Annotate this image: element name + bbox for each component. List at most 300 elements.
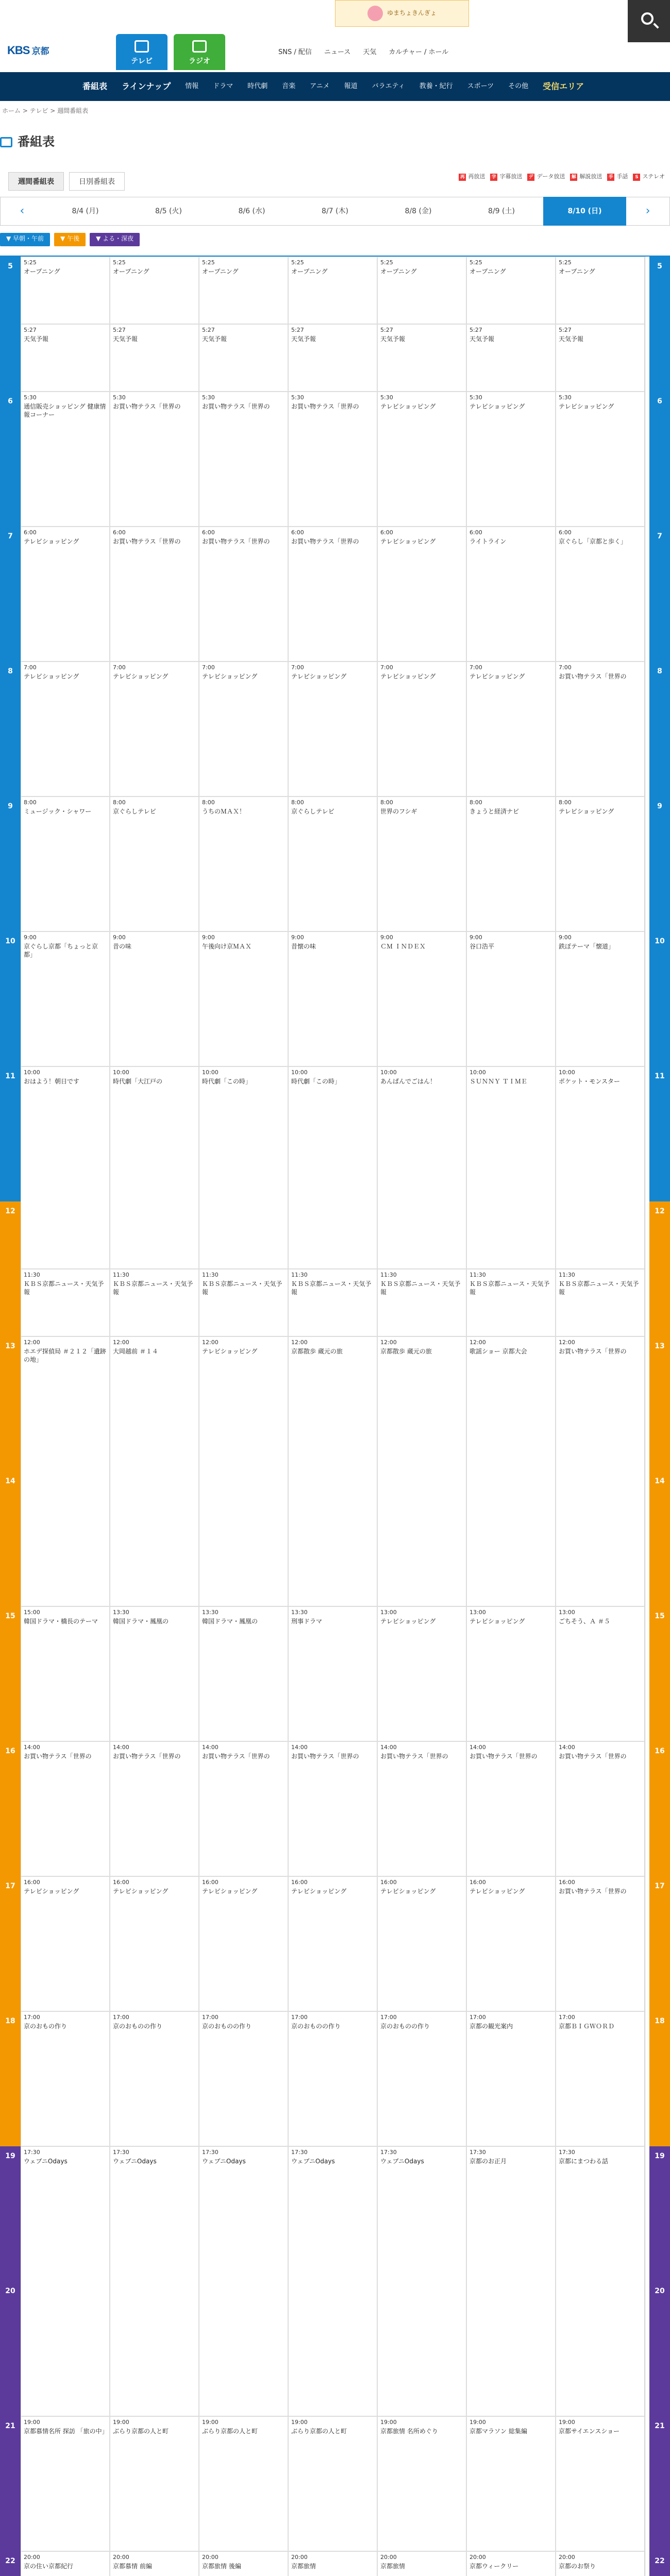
program-title: テレビショッピング [380, 1618, 436, 1625]
hour-label-right: 12 [649, 1201, 670, 1336]
program-title: 通信販売ショッピング 健康情報コーナー [24, 403, 106, 418]
program-cell[interactable] [110, 1336, 199, 1606]
program-title: オープニング [559, 268, 595, 276]
program-time: 6:00 [24, 529, 37, 536]
program-cell[interactable] [466, 1741, 556, 1876]
program-cell[interactable] [288, 527, 377, 662]
program-title: テレビショッピング [380, 403, 436, 411]
program-cell[interactable] [21, 2146, 110, 2416]
program-time: 5:25 [380, 259, 393, 266]
program-title: お買い物テラス「世界の [291, 1753, 359, 1760]
program-cell[interactable] [21, 1606, 110, 1741]
main-nav-item[interactable]: アニメ [310, 82, 330, 90]
program-cell[interactable] [466, 1066, 556, 1269]
program-title: おはよう！朝日です [24, 1078, 80, 1086]
global-nav-news[interactable]: ニュース [324, 48, 351, 56]
program-time: 14:00 [291, 1744, 308, 1751]
hour-label-left: 13 [0, 1336, 21, 1471]
program-title: 京都のお正月 [470, 2158, 507, 2165]
program-title: お買い物テラス「世界の [113, 1753, 181, 1760]
program-time: 14:00 [470, 1744, 486, 1751]
program-title: オープニング [24, 268, 60, 276]
program-cell[interactable] [110, 1269, 199, 1336]
program-time: 14:00 [113, 1744, 129, 1751]
program-cell[interactable] [377, 1876, 466, 2011]
program-cell[interactable] [466, 662, 556, 796]
banner-ad[interactable] [335, 0, 469, 27]
program-cell[interactable] [199, 1336, 288, 1606]
program-title: 京都旅情 [380, 2563, 406, 2570]
radio-icon [192, 40, 207, 53]
program-title: 京都慕情名所 探訪 「旅の中」 [24, 2428, 108, 2435]
hour-label-left: 16 [0, 1741, 21, 1876]
program-cell[interactable] [288, 1066, 377, 1269]
program-cell[interactable] [199, 257, 288, 324]
program-cell[interactable] [288, 324, 377, 392]
program-cell[interactable] [556, 324, 645, 392]
program-cell[interactable] [199, 324, 288, 392]
program-cell[interactable] [377, 1741, 466, 1876]
program-title: ホエデ探偵局 ＃２１２「遺跡の地」 [24, 1348, 106, 1363]
program-time: 7:00 [113, 664, 126, 671]
program-time: 5:27 [113, 327, 126, 333]
program-cell[interactable] [199, 392, 288, 527]
program-time: 10:00 [202, 1069, 219, 1076]
program-time: 12:00 [559, 1339, 575, 1346]
search-button[interactable] [628, 0, 670, 42]
prev-week-button[interactable]: ‹ [20, 204, 25, 217]
program-title: 京ぐらし「京都と歩く」 [559, 538, 627, 546]
program-cell[interactable] [199, 1876, 288, 2011]
next-week-button[interactable]: › [645, 204, 650, 217]
program-cell[interactable] [199, 931, 288, 1066]
program-title: 京ぐらしテレビ [113, 808, 156, 816]
program-cell[interactable] [556, 1269, 645, 1336]
program-time: 8:00 [380, 799, 393, 806]
program-time: 13:00 [380, 1609, 397, 1616]
program-title: オープニング [113, 268, 149, 276]
program-cell[interactable] [377, 257, 466, 324]
legend-item: 手 手話 [607, 173, 628, 181]
program-cell[interactable] [556, 1336, 645, 1606]
global-nav-sns[interactable]: SNS / 配信 [278, 48, 312, 56]
program-time: 11:30 [291, 1272, 308, 1278]
main-nav-item[interactable]: 音楽 [282, 82, 296, 90]
program-cell[interactable] [377, 1336, 466, 1606]
program-cell[interactable] [199, 1606, 288, 1741]
program-title: 京都散歩 蔵元の旅 [380, 1348, 432, 1355]
program-cell[interactable] [288, 1269, 377, 1336]
main-nav-item[interactable]: 情報 [185, 82, 199, 90]
program-title: 京のおものの作り [291, 2023, 341, 2030]
program-time: 12:00 [470, 1339, 486, 1346]
hour-label-right: 8 [649, 662, 670, 796]
program-cell[interactable] [466, 2551, 556, 2576]
program-title: ウェブニOdays [380, 2158, 424, 2165]
program-time: 5:25 [24, 259, 37, 266]
tab-daily[interactable]: 日別番組表 [69, 172, 125, 191]
program-cell[interactable] [556, 527, 645, 662]
hour-label-left: 6 [0, 392, 21, 527]
program-time: 5:25 [291, 259, 304, 266]
program-cell[interactable] [110, 2551, 199, 2576]
program-cell[interactable] [556, 1876, 645, 2011]
program-time: 17:30 [24, 2149, 40, 2156]
program-cell[interactable] [377, 1269, 466, 1336]
program-time: 5:25 [559, 259, 572, 266]
program-time: 7:00 [291, 664, 304, 671]
program-cell[interactable] [110, 1741, 199, 1876]
program-cell[interactable] [110, 662, 199, 796]
program-cell[interactable] [466, 2011, 556, 2146]
program-cell[interactable] [288, 662, 377, 796]
hour-label-left: 15 [0, 1606, 21, 1741]
main-nav-item[interactable]: ラインナップ [122, 81, 171, 91]
program-title: テレビショッピング [470, 673, 525, 681]
program-time: 20:00 [202, 2554, 219, 2561]
program-cell[interactable] [110, 1876, 199, 2011]
program-title: テレビショッピング [202, 1348, 258, 1355]
date-tab[interactable]: 8/4 (月) [72, 207, 99, 215]
date-tab[interactable]: 8/8 (金) [405, 207, 432, 215]
program-title: テレビショッピング [291, 673, 347, 681]
hour-label-right: 15 [649, 1606, 670, 1741]
program-title: ごちそう、Ａ ＃５ [559, 1618, 610, 1625]
program-title: ぶらり京都の人と町 [291, 2428, 347, 2435]
date-tab[interactable]: 8/5 (火) [155, 207, 182, 215]
program-time: 5:30 [559, 394, 572, 401]
program-title: 韓国ドラマ・橋長のテーマ [24, 1618, 98, 1625]
tab-tv[interactable] [116, 34, 167, 70]
program-cell[interactable] [199, 2416, 288, 2551]
program-cell[interactable] [288, 2011, 377, 2146]
program-time: 10:00 [470, 1069, 486, 1076]
hour-label-right: 21 [649, 2416, 670, 2551]
program-cell[interactable] [377, 931, 466, 1066]
program-cell[interactable] [466, 324, 556, 392]
program-cell[interactable] [556, 1606, 645, 1741]
jump-button[interactable]: ▼ 早朝・午前 [0, 233, 50, 246]
global-nav-weather[interactable]: 天気 [363, 48, 377, 56]
program-title: 昔懐の味 [291, 943, 316, 951]
program-title: 京のおものの作り [202, 2023, 252, 2030]
program-title: お買い物テラス「世界の [559, 673, 627, 681]
tab-radio[interactable] [174, 34, 225, 70]
program-time: 10:00 [113, 1069, 129, 1076]
program-time: 7:00 [380, 664, 393, 671]
program-time: 17:00 [24, 2014, 40, 2021]
date-tab[interactable]: 8/10 (日) [543, 197, 627, 226]
program-cell[interactable] [110, 1066, 199, 1269]
program-title: お買い物テラス「世界の [291, 538, 359, 546]
main-nav-item[interactable]: 番組表 [82, 81, 108, 91]
program-cell[interactable] [556, 796, 645, 931]
program-cell[interactable] [110, 796, 199, 931]
program-cell[interactable] [199, 2011, 288, 2146]
program-cell[interactable] [466, 1876, 556, 2011]
program-cell[interactable] [199, 2146, 288, 2416]
date-tab[interactable]: 8/7 (木) [322, 207, 348, 215]
main-nav-item[interactable]: その他 [508, 82, 529, 90]
main-nav-item[interactable]: スポーツ [467, 82, 494, 90]
program-title: ぶらり京都の人と町 [202, 2428, 258, 2435]
program-cell[interactable] [288, 1606, 377, 1741]
program-cell[interactable] [288, 392, 377, 527]
program-time: 14:00 [380, 1744, 397, 1751]
program-time: 11:30 [24, 1272, 40, 1278]
program-cell[interactable] [556, 2551, 645, 2576]
program-cell[interactable] [556, 392, 645, 527]
program-time: 7:00 [24, 664, 37, 671]
program-time: 5:30 [202, 394, 215, 401]
program-title: テレビショッピング [291, 1888, 347, 1895]
program-time: 7:00 [202, 664, 215, 671]
program-time: 9:00 [113, 934, 126, 941]
program-cell[interactable] [21, 662, 110, 796]
program-time: 10:00 [291, 1069, 308, 1076]
program-cell[interactable] [199, 662, 288, 796]
date-tab[interactable]: 8/9 (土) [488, 207, 515, 215]
program-title: ＫＢＳ京都ニュース・天気予報 [291, 1280, 372, 1296]
program-title: お買い物テラス「世界の [202, 1753, 270, 1760]
program-cell[interactable] [110, 324, 199, 392]
program-time: 17:30 [380, 2149, 397, 2156]
program-time: 13:00 [470, 1609, 486, 1616]
program-time: 11:30 [559, 1272, 575, 1278]
program-cell[interactable] [288, 931, 377, 1066]
date-tab[interactable]: 8/6 (水) [238, 207, 265, 215]
program-title: ＫＢＳ京都ニュース・天気予報 [380, 1280, 461, 1296]
program-cell[interactable] [377, 324, 466, 392]
hour-label-left: 21 [0, 2416, 21, 2551]
program-cell[interactable] [288, 1876, 377, 2011]
program-cell[interactable] [466, 527, 556, 662]
program-cell[interactable] [466, 1269, 556, 1336]
program-title: ライトライン [470, 538, 507, 546]
program-title: 京都にまつわる話 [559, 2158, 609, 2165]
program-cell[interactable] [466, 392, 556, 527]
program-cell[interactable] [110, 2416, 199, 2551]
program-title: テレビショッピング [380, 1888, 436, 1895]
program-cell[interactable] [21, 527, 110, 662]
program-cell[interactable] [199, 2551, 288, 2576]
program-title: 京ぐらしテレビ [291, 808, 334, 816]
program-cell[interactable] [110, 1606, 199, 1741]
program-title: ＣＭ ＩＮＤＥＸ [380, 943, 426, 951]
global-nav-culture[interactable]: カルチャー / ホール [389, 48, 449, 56]
program-title: うちのＭＡＸ！ [202, 808, 246, 816]
program-cell[interactable] [288, 2551, 377, 2576]
program-cell[interactable] [110, 257, 199, 324]
program-time: 5:30 [470, 394, 482, 401]
hour-label-right: 17 [649, 1876, 670, 2011]
program-cell[interactable] [21, 1876, 110, 2011]
main-nav-item[interactable]: バラエティ [372, 82, 405, 90]
program-cell[interactable] [466, 796, 556, 931]
program-cell[interactable] [466, 2416, 556, 2551]
program-title: お買い物テラス「世界の [470, 1753, 538, 1760]
program-time: 5:25 [113, 259, 126, 266]
program-cell[interactable] [377, 2146, 466, 2416]
program-cell[interactable] [21, 1336, 110, 1606]
main-nav-item[interactable]: 教養・紀行 [419, 82, 453, 90]
program-title: オープニング [291, 268, 328, 276]
program-cell[interactable] [110, 392, 199, 527]
program-cell[interactable] [21, 931, 110, 1066]
program-cell[interactable] [466, 1606, 556, 1741]
program-cell[interactable] [21, 2011, 110, 2146]
hour-label-left: 8 [0, 662, 21, 796]
program-cell[interactable] [288, 1336, 377, 1606]
hour-label-left: 18 [0, 2011, 21, 2146]
program-cell[interactable] [288, 1741, 377, 1876]
program-cell[interactable] [466, 2146, 556, 2416]
program-time: 6:00 [470, 529, 482, 536]
program-time: 6:00 [113, 529, 126, 536]
global-nav [278, 48, 448, 57]
site-logo[interactable] [7, 43, 49, 58]
hour-label-right: 6 [649, 392, 670, 527]
program-cell[interactable] [288, 796, 377, 931]
program-cell[interactable] [556, 257, 645, 324]
program-title: オープニング [380, 268, 417, 276]
program-cell[interactable] [21, 324, 110, 392]
program-cell[interactable] [288, 2146, 377, 2416]
program-cell[interactable] [288, 2416, 377, 2551]
program-cell[interactable] [199, 796, 288, 931]
main-nav-item[interactable]: 時代劇 [247, 82, 268, 90]
program-cell[interactable] [110, 2146, 199, 2416]
page-title [0, 134, 55, 150]
main-nav-item[interactable]: ドラマ [213, 82, 233, 90]
program-title: ウェブニOdays [24, 2158, 68, 2165]
program-title: 刑事ドラマ [291, 1618, 323, 1625]
program-time: 16:00 [380, 1879, 397, 1886]
program-time: 13:30 [113, 1609, 129, 1616]
program-cell[interactable] [21, 1741, 110, 1876]
program-cell[interactable] [21, 2551, 110, 2576]
program-title: 韓国ドラマ・鳳凰の [202, 1618, 258, 1625]
program-title: テレビショッピング [470, 1618, 525, 1625]
program-cell[interactable] [199, 1269, 288, 1336]
program-title: 午後向け京ＭＡＸ [202, 943, 252, 951]
program-cell[interactable] [199, 1066, 288, 1269]
legend-mark-icon: S [633, 174, 640, 181]
program-cell[interactable] [21, 2416, 110, 2551]
program-title: テレビショッピング [24, 673, 79, 681]
program-time: 14:00 [202, 1744, 219, 1751]
program-cell[interactable] [21, 1269, 110, 1336]
breadcrumb: ホーム > テレビ > 週間番組表 [2, 107, 89, 114]
tab-radio-label: ラジオ [189, 57, 210, 65]
program-time: 19:00 [291, 2419, 308, 2426]
program-time: 15:00 [24, 1609, 40, 1616]
main-nav-item[interactable]: 報道 [344, 82, 358, 90]
program-time: 13:30 [291, 1609, 308, 1616]
program-cell[interactable] [288, 257, 377, 324]
program-time: 19:00 [113, 2419, 129, 2426]
program-cell[interactable] [377, 1066, 466, 1269]
program-cell[interactable] [21, 257, 110, 324]
program-title: テレビショッピング [113, 673, 169, 681]
program-title: ポケット・モンスター [559, 1078, 621, 1086]
program-time: 8:00 [24, 799, 37, 806]
program-cell[interactable] [556, 1741, 645, 1876]
program-time: 17:30 [470, 2149, 486, 2156]
program-title: ウェブニOdays [202, 2158, 246, 2165]
program-time: 11:30 [202, 1272, 219, 1278]
program-time: 8:00 [559, 799, 572, 806]
program-time: 7:00 [559, 664, 572, 671]
program-time: 16:00 [559, 1879, 575, 1886]
program-title: 大岡越前 ＃１４ [113, 1348, 158, 1355]
program-time: 19:00 [470, 2419, 486, 2426]
program-cell[interactable] [21, 392, 110, 527]
program-cell[interactable] [21, 796, 110, 931]
jump-button[interactable]: ▼ 午後 [54, 233, 86, 246]
program-time: 5:30 [291, 394, 304, 401]
program-cell[interactable] [199, 1741, 288, 1876]
program-time: 5:27 [291, 327, 304, 333]
program-cell[interactable] [556, 931, 645, 1066]
program-cell[interactable] [377, 2416, 466, 2551]
program-cell[interactable] [556, 1066, 645, 1269]
program-cell[interactable] [556, 662, 645, 796]
main-nav [0, 72, 670, 101]
program-cell[interactable] [377, 1606, 466, 1741]
program-title: テレビショッピング [470, 403, 525, 411]
program-title: 京都マラソン 総集編 [470, 2428, 527, 2435]
program-cell[interactable] [466, 257, 556, 324]
tab-weekly[interactable]: 週間番組表 [8, 172, 64, 191]
program-cell[interactable] [199, 527, 288, 662]
program-cell[interactable] [377, 662, 466, 796]
program-cell[interactable] [377, 527, 466, 662]
program-cell[interactable] [110, 527, 199, 662]
program-cell[interactable] [466, 931, 556, 1066]
program-cell[interactable] [377, 2551, 466, 2576]
program-title: ぶらり京都の人と町 [113, 2428, 169, 2435]
program-cell[interactable] [377, 2011, 466, 2146]
program-title: 時代劇「この時」 [291, 1078, 341, 1086]
main-nav-item[interactable]: 受信エリア [543, 81, 584, 91]
program-cell[interactable] [556, 2416, 645, 2551]
program-time: 16:00 [470, 1879, 486, 1886]
program-cell[interactable] [556, 2146, 645, 2416]
program-cell[interactable] [556, 2011, 645, 2146]
logo-city: 京都 [31, 46, 49, 56]
jump-button[interactable]: ▼ よる・深夜 [90, 233, 140, 246]
program-cell[interactable] [110, 931, 199, 1066]
program-time: 9:00 [559, 934, 572, 941]
program-time: 11:30 [470, 1272, 486, 1278]
hour-label-right: 16 [649, 1741, 670, 1876]
program-time: 12:00 [202, 1339, 219, 1346]
program-cell[interactable] [377, 796, 466, 931]
program-cell[interactable] [377, 392, 466, 527]
hour-label-right: 13 [649, 1336, 670, 1471]
program-cell[interactable] [21, 1066, 110, 1269]
program-time: 16:00 [24, 1879, 40, 1886]
program-time: 10:00 [559, 1069, 575, 1076]
hour-label-right: 18 [649, 2011, 670, 2146]
legend-mark-icon: 再 [459, 174, 466, 181]
program-time: 16:00 [202, 1879, 219, 1886]
program-cell[interactable] [466, 1336, 556, 1606]
program-cell[interactable] [110, 2011, 199, 2146]
program-title: 京都の観光案内 [470, 2023, 513, 2030]
program-title: 天気予報 [24, 335, 49, 343]
